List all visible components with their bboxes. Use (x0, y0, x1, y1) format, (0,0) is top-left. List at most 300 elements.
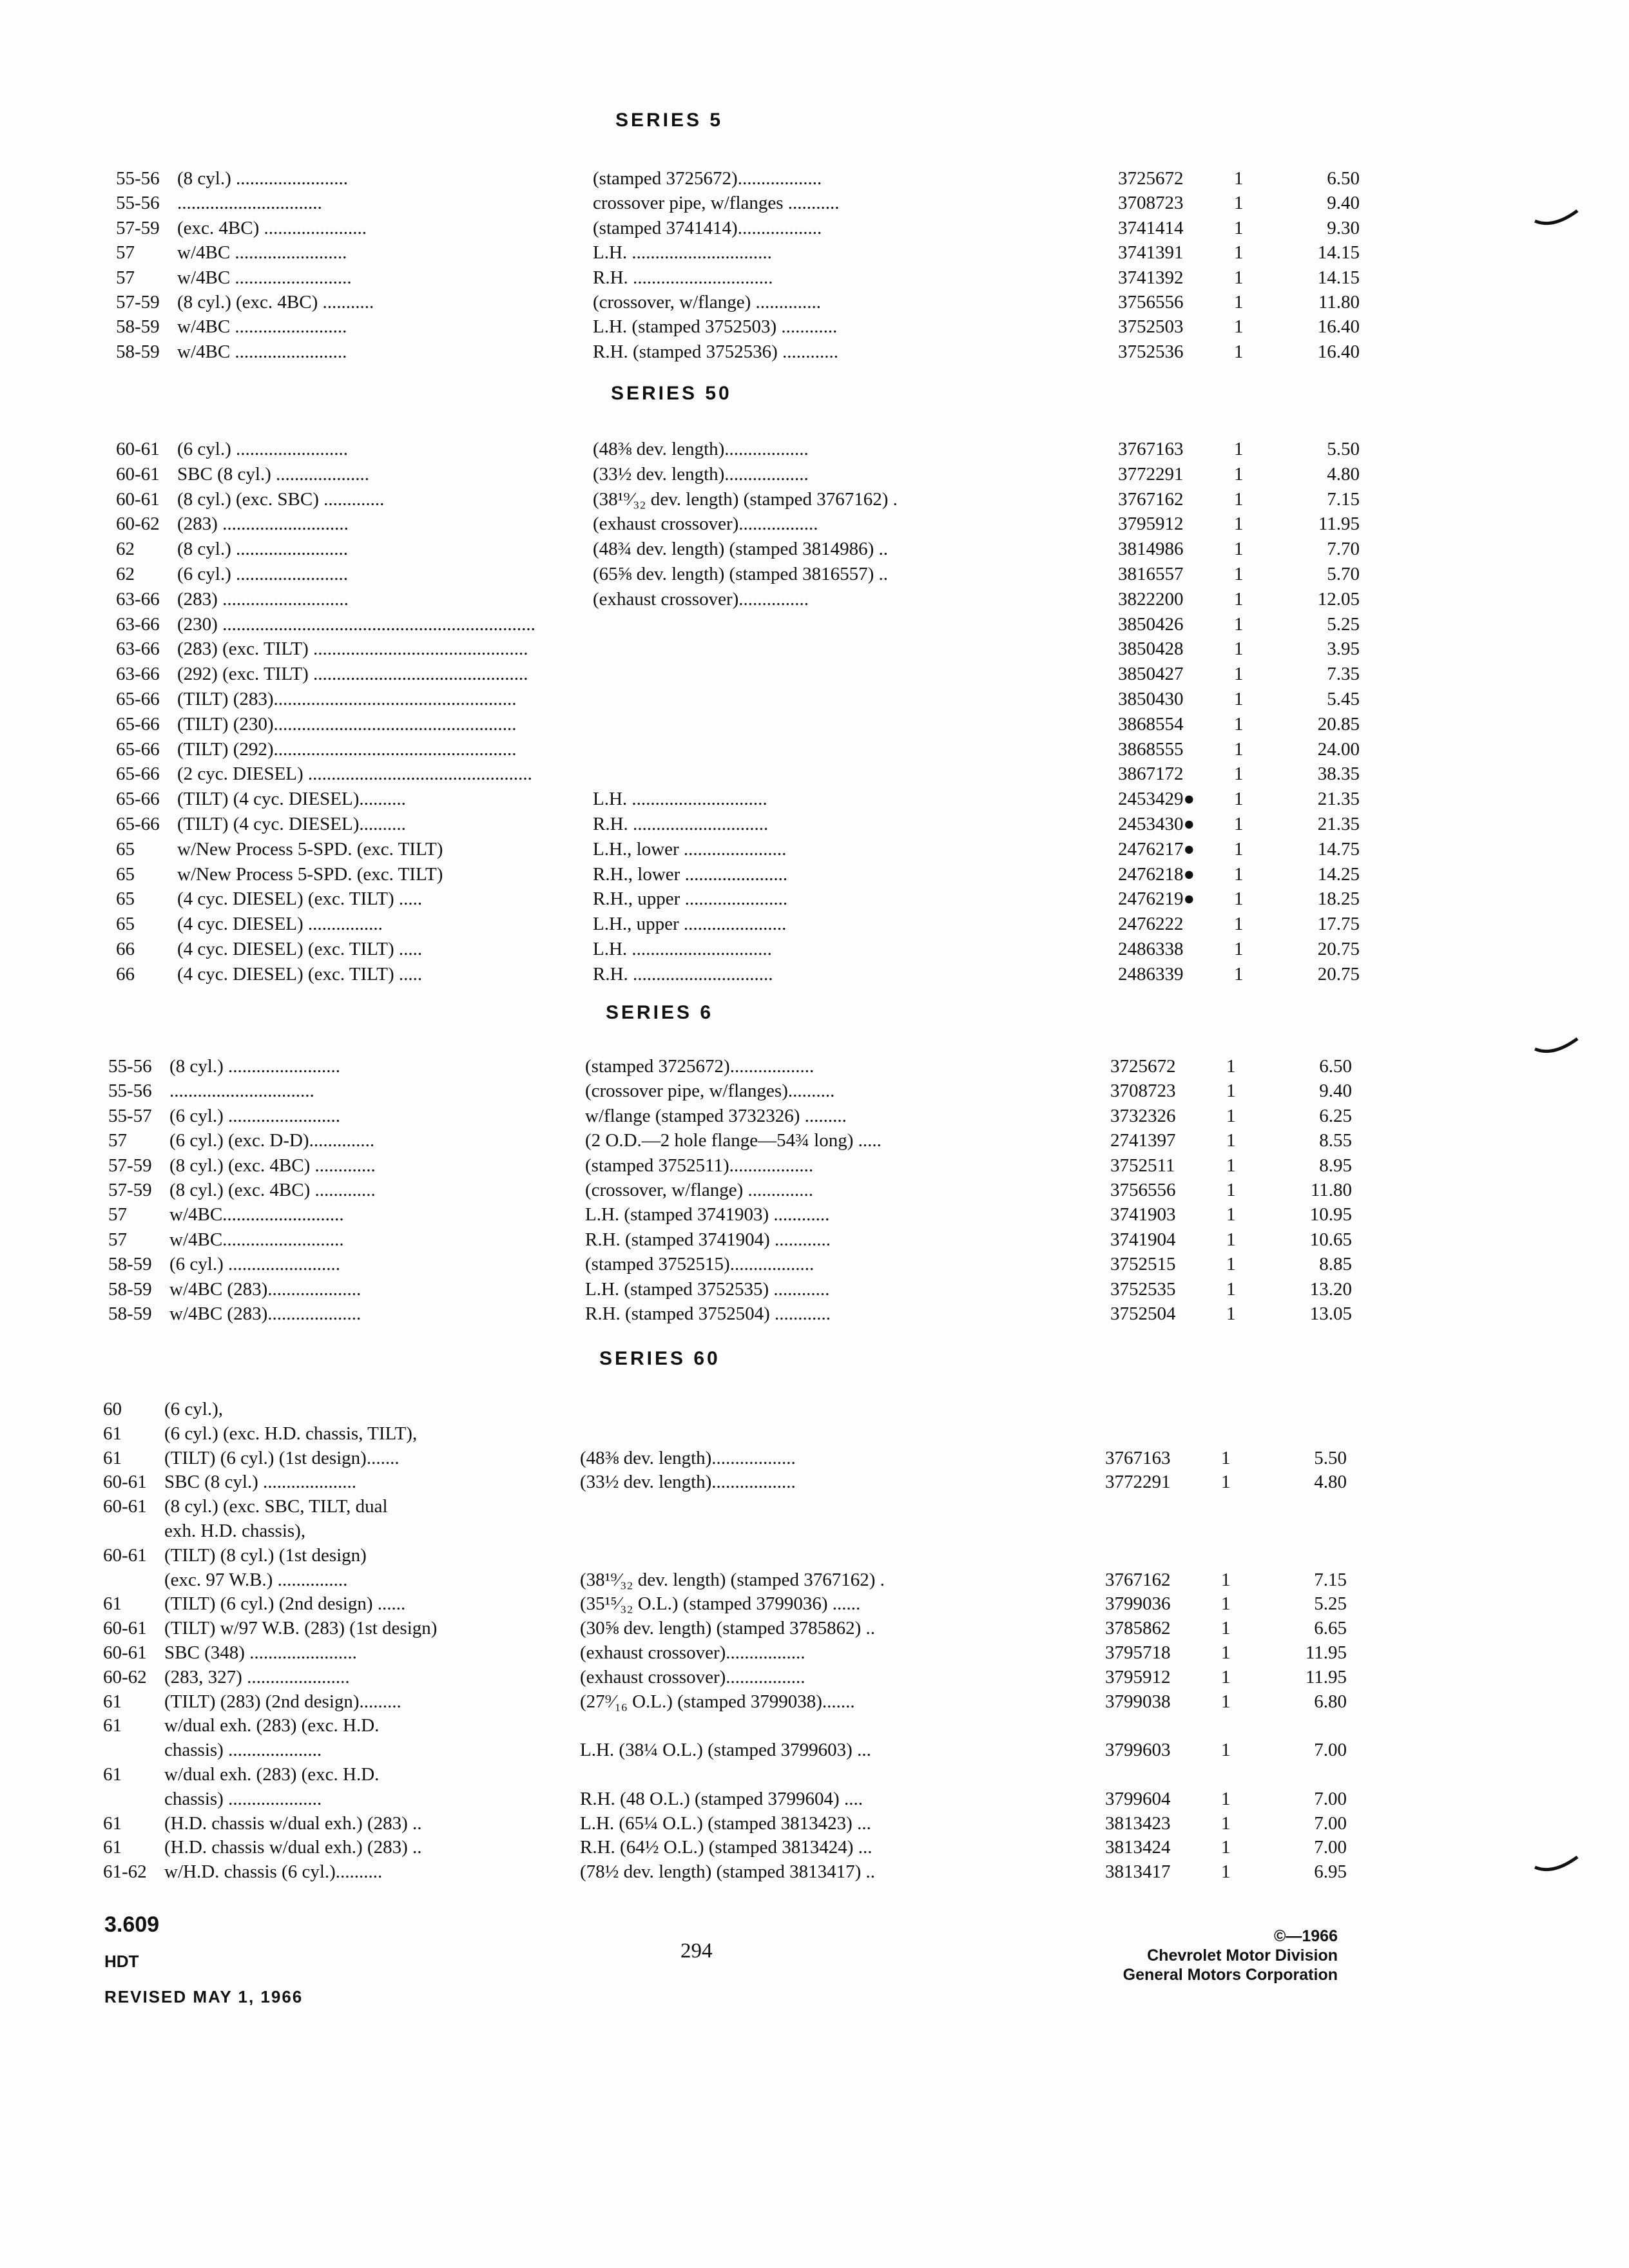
part-number: 3850427 (1118, 664, 1184, 685)
table-row (116, 587, 1373, 611)
quantity: 1 (1221, 1642, 1231, 1663)
model-years: 57 (108, 1229, 127, 1250)
table-row (116, 437, 1373, 461)
model-years: 61 (103, 1812, 122, 1834)
application-description: w/dual exh. (283) (exc. H.D. (164, 1715, 380, 1736)
part-description: R.H. (48 O.L.) (stamped 3799604) .... (580, 1788, 863, 1809)
model-years: 60-61 (116, 439, 160, 459)
model-years: 57-59 (108, 1155, 152, 1176)
application-description: w/H.D. chassis (6 cyl.).......... (164, 1861, 383, 1883)
table-row (108, 1277, 1365, 1302)
model-years: 63-66 (116, 588, 160, 610)
application-description: SBC (8 cyl.) .................... (164, 1472, 357, 1493)
list-price: 7.00 (1314, 1788, 1347, 1809)
part-description: (crossover, w/flange) .............. (593, 292, 821, 312)
application-description: chassis) .................... (164, 1788, 322, 1809)
quantity: 1 (1234, 789, 1244, 810)
quantity: 1 (1226, 1180, 1236, 1200)
part-number: 3850428 (1118, 639, 1184, 660)
part-number: 3756556 (1118, 292, 1184, 312)
quantity: 1 (1226, 1229, 1236, 1250)
application-description: SBC (8 cyl.) .................... (177, 463, 370, 485)
part-description: L.H. .............................. (593, 242, 772, 264)
part-number: 2476219● (1118, 889, 1195, 910)
table-row (116, 812, 1373, 836)
quantity: 1 (1221, 1812, 1231, 1834)
table-row (108, 1178, 1365, 1202)
application-description: SBC (348) ....................... (164, 1642, 357, 1663)
application-description: (H.D. chassis w/dual exh.) (283) .. (164, 1837, 422, 1858)
application-description: (TILT) (6 cyl.) (1st design)....... (164, 1447, 400, 1468)
table-row (103, 1568, 1360, 1592)
table-row (116, 166, 1373, 191)
part-description: (27⁹⁄₁₆ O.L.) (stamped 3799038)....... (580, 1691, 855, 1712)
quantity: 1 (1234, 292, 1244, 312)
application-description: (exc. 4BC) ...................... (177, 217, 367, 238)
list-price: 5.25 (1327, 613, 1360, 635)
part-description: w/flange (stamped 3732326) ......... (585, 1105, 847, 1126)
quantity: 1 (1234, 914, 1244, 935)
part-description: (35¹⁵⁄₃₂ O.L.) (stamped 3799036) ...... (580, 1593, 861, 1615)
list-price: 8.85 (1319, 1254, 1352, 1275)
model-years: 60 (103, 1399, 122, 1419)
part-number: 3756556 (1110, 1180, 1176, 1200)
model-years: 57 (108, 1130, 127, 1151)
application-description: ............................... (169, 1081, 314, 1102)
quantity: 1 (1221, 1691, 1231, 1712)
quantity: 1 (1221, 1837, 1231, 1858)
part-description: (exhaust crossover)............... (593, 588, 809, 610)
application-description: (8 cyl.) ........................ (177, 168, 348, 189)
application-description: (4 cyc. DIESEL) (exc. TILT) ..... (177, 963, 423, 985)
part-number: 2453430● (1118, 814, 1195, 834)
model-years: 65-66 (116, 764, 160, 785)
part-number: 2741397 (1110, 1130, 1176, 1151)
table-row (116, 887, 1373, 911)
part-number: 3741391 (1118, 242, 1184, 264)
model-years: 61 (103, 1764, 122, 1785)
application-description: exh. H.D. chassis), (164, 1521, 306, 1541)
table-row (116, 340, 1373, 364)
quantity: 1 (1234, 564, 1244, 584)
series-title: SERIES 50 (611, 383, 732, 404)
quantity: 1 (1221, 1447, 1231, 1468)
list-price: 7.35 (1327, 664, 1360, 685)
part-number: 3767162 (1105, 1569, 1171, 1590)
model-years: 55-57 (108, 1105, 152, 1126)
model-years: 65-66 (116, 814, 160, 834)
series-title: SERIES 6 (606, 1002, 714, 1023)
application-description: (6 cyl.) (exc. H.D. chassis, TILT), (164, 1423, 418, 1444)
part-number: 3795912 (1105, 1666, 1171, 1687)
table-row (108, 1202, 1365, 1227)
application-description: (6 cyl.) (exc. D-D).............. (169, 1130, 375, 1151)
quantity: 1 (1226, 1278, 1236, 1300)
model-years: 60-62 (116, 514, 160, 535)
model-years: 63-66 (116, 613, 160, 635)
list-price: 5.45 (1327, 689, 1360, 709)
part-number: 3813417 (1105, 1861, 1171, 1883)
part-number: 3752535 (1110, 1278, 1176, 1300)
list-price: 21.35 (1317, 814, 1360, 834)
part-description: (33½ dev. length).................. (580, 1472, 796, 1493)
catalog-code: HDT (104, 1952, 139, 1971)
part-number: 3795718 (1105, 1642, 1171, 1663)
list-price: 9.40 (1327, 193, 1360, 214)
application-description: w/New Process 5-SPD. (exc. TILT) (177, 838, 443, 860)
table-row (103, 1446, 1360, 1470)
list-price: 16.40 (1317, 341, 1360, 362)
part-description: L.H. (stamped 3752535) ............ (585, 1278, 830, 1300)
list-price: 11.80 (1310, 1180, 1352, 1200)
application-description: (8 cyl.) (exc. 4BC) ............. (169, 1155, 376, 1176)
table-row (103, 1860, 1360, 1884)
part-number: 3772291 (1118, 463, 1184, 485)
part-number: 3868554 (1118, 713, 1184, 735)
application-description: (4 cyc. DIESEL) (exc. TILT) ..... (177, 939, 423, 959)
quantity: 1 (1234, 639, 1244, 660)
part-number: 3708723 (1110, 1081, 1176, 1102)
list-price: 20.85 (1317, 713, 1360, 735)
part-description: (38¹⁹⁄₃₂ dev. length) (stamped 3767162) . (580, 1569, 885, 1590)
model-years: 60-61 (103, 1472, 147, 1493)
table-row (116, 912, 1373, 936)
quantity: 1 (1234, 838, 1244, 860)
quantity: 1 (1221, 1666, 1231, 1687)
table-row (103, 1762, 1360, 1787)
table-row (116, 837, 1373, 861)
model-years: 61 (103, 1691, 122, 1712)
table-row (103, 1470, 1360, 1494)
list-price: 9.40 (1319, 1081, 1352, 1102)
model-years: 65 (116, 863, 135, 885)
list-price: 14.75 (1317, 838, 1360, 860)
quantity: 1 (1221, 1569, 1231, 1590)
model-years: 61-62 (103, 1861, 147, 1883)
application-description: (6 cyl.) ........................ (177, 439, 348, 459)
application-description: (TILT) (8 cyl.) (1st design) (164, 1544, 367, 1566)
quantity: 1 (1234, 242, 1244, 264)
application-description: (exc. 97 W.B.) ............... (164, 1569, 348, 1590)
quantity: 1 (1234, 316, 1244, 338)
part-number: 3816557 (1118, 564, 1184, 584)
table-row (116, 191, 1373, 215)
quantity: 1 (1221, 1593, 1231, 1615)
table-row (108, 1227, 1365, 1252)
table-row (116, 712, 1373, 736)
part-description: R.H. ............................. (593, 814, 769, 834)
part-description: (exhaust crossover)................. (580, 1642, 805, 1663)
quantity: 1 (1234, 588, 1244, 610)
quantity: 1 (1234, 193, 1244, 214)
model-years: 61 (103, 1423, 122, 1444)
model-years: 62 (116, 564, 135, 584)
part-number: 3725672 (1110, 1056, 1176, 1077)
part-number: 3799603 (1105, 1740, 1171, 1761)
table-row (108, 1054, 1365, 1079)
part-description: (stamped 3725672).................. (593, 168, 822, 189)
model-years: 61 (103, 1447, 122, 1468)
part-description: (38¹⁹⁄₃₂ dev. length) (stamped 3767162) . (593, 488, 898, 510)
part-description: crossover pipe, w/flanges ........... (593, 193, 840, 214)
model-years: 65-66 (116, 713, 160, 735)
part-number: 3822200 (1118, 588, 1184, 610)
list-price: 4.80 (1314, 1472, 1347, 1493)
series-title: SERIES 60 (599, 1348, 720, 1369)
model-years: 61 (103, 1837, 122, 1858)
part-number: 3752515 (1110, 1254, 1176, 1275)
part-description: (78½ dev. length) (stamped 3813417) .. (580, 1861, 875, 1883)
list-price: 6.95 (1314, 1861, 1347, 1883)
part-number: 3795912 (1118, 514, 1184, 535)
list-price: 6.50 (1319, 1056, 1352, 1077)
part-number: 2476218● (1118, 863, 1195, 885)
part-description: L.H. .............................. (593, 939, 772, 959)
quantity: 1 (1234, 738, 1244, 760)
application-description: (TILT) (230).................................................... (177, 713, 517, 735)
application-description: w/4BC ........................ (177, 316, 347, 338)
part-number: 3752503 (1118, 316, 1184, 338)
model-years: 65 (116, 838, 135, 860)
application-description: w/4BC.......................... (169, 1204, 344, 1225)
table-row (116, 737, 1373, 762)
quantity: 1 (1221, 1472, 1231, 1493)
application-description: (8 cyl.) ........................ (177, 539, 348, 560)
quantity: 1 (1226, 1056, 1236, 1077)
application-description: w/4BC ........................ (177, 341, 347, 362)
part-description: R.H. (stamped 3752536) ............ (593, 341, 838, 362)
part-description: (exhaust crossover)................. (593, 514, 818, 535)
part-number: 3741414 (1118, 217, 1184, 238)
list-price: 24.00 (1317, 738, 1360, 760)
quantity: 1 (1234, 341, 1244, 362)
application-description: w/4BC.......................... (169, 1229, 344, 1250)
application-description: (283, 327) ...................... (164, 1666, 350, 1687)
table-row (116, 787, 1373, 811)
application-description: (230) ................................................................... (177, 613, 535, 635)
table-row (103, 1397, 1360, 1421)
quantity: 1 (1226, 1105, 1236, 1126)
part-number: 3850426 (1118, 613, 1184, 635)
corporation-name: General Motors Corporation (1123, 1966, 1338, 1984)
part-description: (65⅝ dev. length) (stamped 3816557) .. (593, 564, 888, 584)
application-description: (6 cyl.) ........................ (169, 1105, 340, 1126)
part-number: 3741392 (1118, 267, 1184, 288)
list-price: 8.55 (1319, 1130, 1352, 1151)
application-description: (TILT) (283) (2nd design)......... (164, 1691, 401, 1712)
part-number: 3799604 (1105, 1788, 1171, 1809)
model-years: 66 (116, 939, 135, 959)
table-row (116, 862, 1373, 887)
application-description: (6 cyl.) ........................ (169, 1254, 340, 1275)
application-description: (TILT) w/97 W.B. (283) (1st design) (164, 1618, 438, 1639)
quantity: 1 (1221, 1861, 1231, 1883)
part-description: (stamped 3725672).................. (585, 1056, 815, 1077)
page-number: 294 (680, 1939, 713, 1963)
part-number: 3813424 (1105, 1837, 1171, 1858)
list-price: 14.15 (1317, 242, 1360, 264)
model-years: 60-61 (103, 1496, 147, 1517)
model-years: 55-56 (116, 168, 160, 189)
quantity: 1 (1221, 1788, 1231, 1809)
table-row (116, 512, 1373, 536)
list-price: 14.25 (1317, 863, 1360, 885)
list-price: 11.95 (1305, 1642, 1347, 1663)
part-description: (2 O.D.—2 hole flange—54¾ long) ..... (585, 1130, 882, 1151)
part-description: (48⅜ dev. length).................. (593, 439, 809, 459)
list-price: 4.80 (1327, 463, 1360, 485)
division-name: Chevrolet Motor Division (1147, 1946, 1338, 1965)
part-number: 3868555 (1118, 738, 1184, 760)
model-years: 61 (103, 1715, 122, 1736)
part-number: 2453429● (1118, 789, 1195, 810)
table-row (103, 1640, 1360, 1665)
table-row (103, 1665, 1360, 1689)
model-years: 58-59 (108, 1303, 152, 1324)
table-row (116, 290, 1373, 314)
part-description: L.H. (stamped 3741903) ............ (585, 1204, 830, 1225)
part-description: L.H., lower ...................... (593, 838, 787, 860)
quantity: 1 (1234, 267, 1244, 288)
application-description: (TILT) (6 cyl.) (2nd design) ...... (164, 1593, 406, 1615)
list-price: 17.75 (1317, 914, 1360, 935)
application-description: (TILT) (283).................................................... (177, 689, 517, 709)
list-price: 10.95 (1309, 1204, 1352, 1225)
table-row (116, 240, 1373, 265)
table-row (108, 1104, 1365, 1128)
list-price: 14.15 (1317, 267, 1360, 288)
table-row (103, 1519, 1360, 1543)
check-mark-icon (1534, 1037, 1579, 1057)
part-description: (exhaust crossover)................. (580, 1666, 805, 1687)
list-price: 13.05 (1309, 1303, 1352, 1324)
check-mark-icon (1534, 209, 1579, 229)
model-years: 57 (116, 242, 135, 264)
part-number: 3725672 (1118, 168, 1184, 189)
part-number: 3732326 (1110, 1105, 1176, 1126)
part-number: 3799036 (1105, 1593, 1171, 1615)
part-description: R.H., upper ...................... (593, 889, 788, 910)
quantity: 1 (1234, 613, 1244, 635)
copyright: ©—1966 (1273, 1927, 1338, 1945)
application-description: (6 cyl.) ........................ (177, 564, 348, 584)
model-years: 66 (116, 963, 135, 985)
list-price: 11.95 (1318, 514, 1360, 535)
part-number: 3767162 (1118, 488, 1184, 510)
list-price: 5.25 (1314, 1593, 1347, 1615)
part-description: (stamped 3741414).................. (593, 217, 822, 238)
model-years: 60-61 (116, 488, 160, 510)
list-price: 16.40 (1317, 316, 1360, 338)
list-price: 6.50 (1327, 168, 1360, 189)
model-years: 58-59 (108, 1254, 152, 1275)
part-number: 3772291 (1105, 1472, 1171, 1493)
quantity: 1 (1234, 217, 1244, 238)
table-row (103, 1616, 1360, 1640)
list-price: 21.35 (1317, 789, 1360, 810)
quantity: 1 (1226, 1204, 1236, 1225)
part-description: (crossover, w/flange) .............. (585, 1180, 813, 1200)
table-row (116, 537, 1373, 561)
table-row (116, 662, 1373, 686)
table-row (116, 962, 1373, 986)
table-row (108, 1153, 1365, 1178)
application-description: (8 cyl.) ........................ (169, 1056, 340, 1077)
part-description: R.H. .............................. (593, 267, 773, 288)
table-row (116, 314, 1373, 339)
table-row (116, 265, 1373, 290)
list-price: 10.65 (1309, 1229, 1352, 1250)
quantity: 1 (1234, 168, 1244, 189)
list-price: 3.95 (1327, 639, 1360, 660)
footer-left (104, 1912, 303, 2007)
quantity: 1 (1234, 463, 1244, 485)
model-years: 62 (116, 539, 135, 560)
part-description: (30⅝ dev. length) (stamped 3785862) .. (580, 1618, 875, 1639)
part-number: 3752511 (1110, 1155, 1175, 1176)
part-description: R.H. .............................. (593, 963, 773, 985)
model-years: 65 (116, 914, 135, 935)
table-row (103, 1811, 1360, 1836)
table-row (108, 1128, 1365, 1153)
application-description: w/4BC (283).................... (169, 1278, 361, 1300)
quantity: 1 (1234, 664, 1244, 685)
part-description: L.H. (65¼ O.L.) (stamped 3813423) ... (580, 1812, 871, 1834)
list-price: 7.00 (1314, 1740, 1347, 1761)
table-row (103, 1689, 1360, 1714)
quantity: 1 (1234, 689, 1244, 709)
revision-date: REVISED MAY 1, 1966 (104, 1987, 304, 2006)
application-description: (6 cyl.), (164, 1399, 223, 1419)
model-years: 55-56 (108, 1056, 152, 1077)
application-description: (H.D. chassis w/dual exh.) (283) .. (164, 1812, 422, 1834)
model-years: 63-66 (116, 664, 160, 685)
model-years: 57 (108, 1204, 127, 1225)
model-years: 57-59 (116, 292, 160, 312)
quantity: 1 (1226, 1155, 1236, 1176)
table-row (103, 1835, 1360, 1860)
list-price: 6.80 (1314, 1691, 1347, 1712)
part-number: 3813423 (1105, 1812, 1171, 1834)
model-years: 58-59 (116, 316, 160, 338)
model-years: 65 (116, 889, 135, 910)
list-price: 7.00 (1314, 1837, 1347, 1858)
list-price: 7.00 (1314, 1812, 1347, 1834)
part-description: L.H., upper ...................... (593, 914, 787, 935)
part-number: 3708723 (1118, 193, 1184, 214)
table-row (116, 216, 1373, 240)
footer-right (1123, 1927, 1338, 1984)
part-number: 2476217● (1118, 838, 1195, 860)
application-description: (292) (exc. TILT) .............................................. (177, 664, 528, 685)
part-number: 3752536 (1118, 341, 1184, 362)
model-years: 57-59 (116, 217, 160, 238)
part-description: L.H. (38¼ O.L.) (stamped 3799603) ... (580, 1740, 871, 1761)
list-price: 6.25 (1319, 1105, 1352, 1126)
application-description: (TILT) (292).................................................... (177, 738, 517, 760)
part-number: 3767163 (1105, 1447, 1171, 1468)
application-description: w/4BC ......................... (177, 267, 352, 288)
list-price: 20.75 (1317, 963, 1360, 985)
application-description: (8 cyl.) (exc. 4BC) ............. (169, 1180, 376, 1200)
application-description: (8 cyl.) (exc. 4BC) ........... (177, 292, 374, 312)
part-number: 3799038 (1105, 1691, 1171, 1712)
table-row (103, 1421, 1360, 1446)
part-description: R.H. (stamped 3741904) ............ (585, 1229, 831, 1250)
table-row (103, 1543, 1360, 1568)
part-description: (stamped 3752515).................. (585, 1254, 815, 1275)
quantity: 1 (1226, 1303, 1236, 1324)
